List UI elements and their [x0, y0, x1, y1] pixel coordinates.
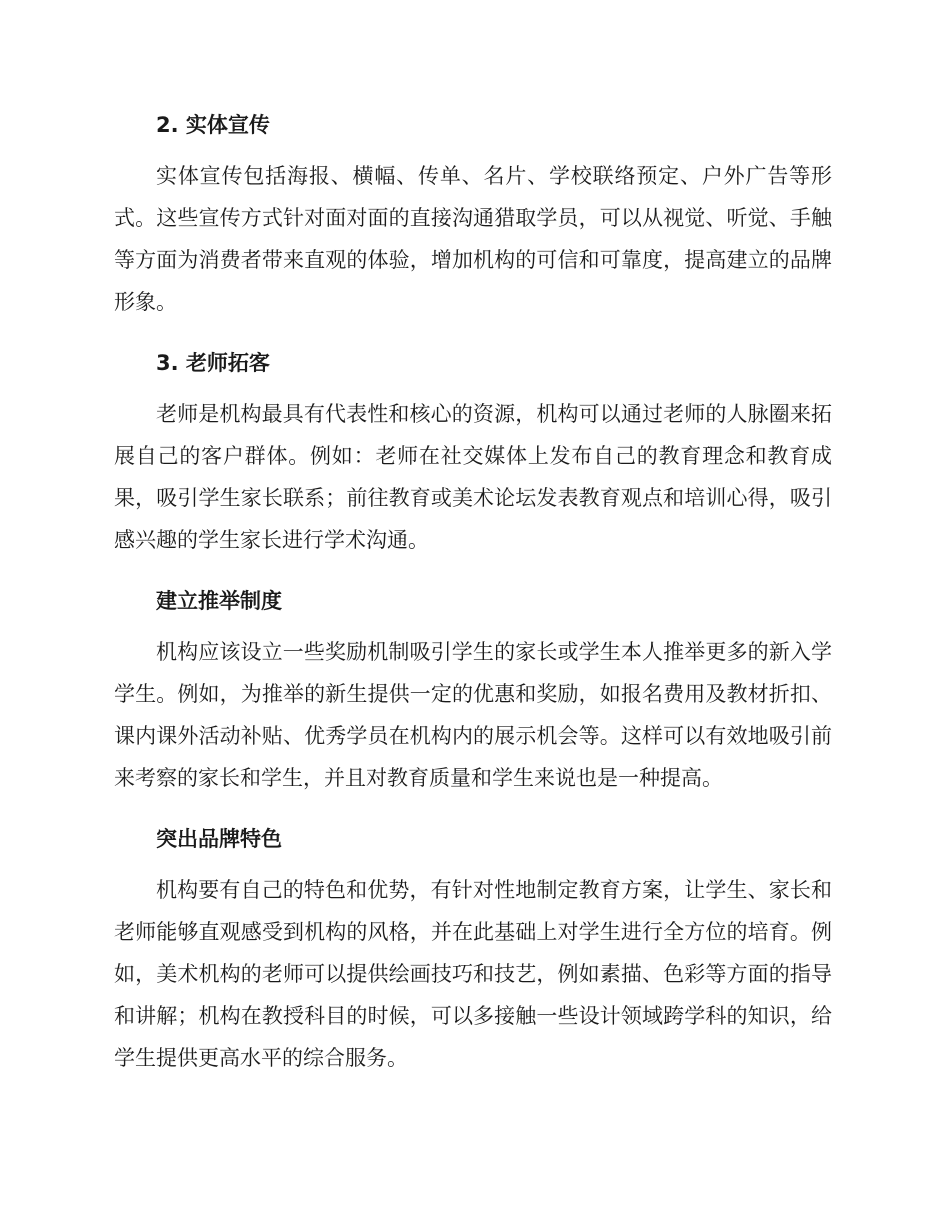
- section-paragraph: 实体宣传包括海报、横幅、传单、名片、学校联络预定、户外广告等形式。这些宣传方式针对面对面的直接沟通猎取学员，可以从视觉、听觉、手触等方面为消费者带来直观的体验，增加机构的可信和可靠度，提高建立的品牌形象。: [114, 164, 832, 314]
- section-heading: 建立推举制度: [156, 589, 282, 613]
- section-paragraph: 机构应该设立一些奖励机制吸引学生的家长或学生本人推举更多的新入学学生。例如，为推举的新生提供一定的优惠和奖励，如报名费用及教材折扣、课内课外活动补贴、优秀学员在机构内的展示机会等。这样可以有效地吸引前来考察的家长和学生，并且对教育质量和学生来说也是一种提高。: [114, 640, 832, 790]
- section-paragraph: 老师是机构最具有代表性和核心的资源，机构可以通过老师的人脉圈来拓展自己的客户群体。例如：老师在社交媒体上发布自己的教育理念和教育成果，吸引学生家长联系；前往教育或美术论坛发表教育观点和培训心得，吸引感兴趣的学生家长进行学术沟通。: [114, 402, 832, 552]
- section-heading: 突出品牌特色: [156, 827, 282, 851]
- section-teacher-outreach: [114, 342, 832, 561]
- section-heading: 3. 老师拓客: [156, 351, 270, 375]
- section-brand-features: [114, 818, 832, 1079]
- section-heading: 2. 实体宣传: [156, 113, 270, 137]
- section-paragraph: 机构要有自己的特色和优势，有针对性地制定教育方案，让学生、家长和老师能够直观感受到机构的风格，并在此基础上对学生进行全方位的培育。例如，美术机构的老师可以提供绘画技巧和技艺，例如素描、色彩等方面的指导和讲解；机构在教授科目的时候，可以多接触一些设计领域跨学科的知识，给学生提供更高水平的综合服务。: [114, 878, 832, 1070]
- section-physical-promotion: [114, 104, 832, 323]
- section-referral-system: [114, 580, 832, 799]
